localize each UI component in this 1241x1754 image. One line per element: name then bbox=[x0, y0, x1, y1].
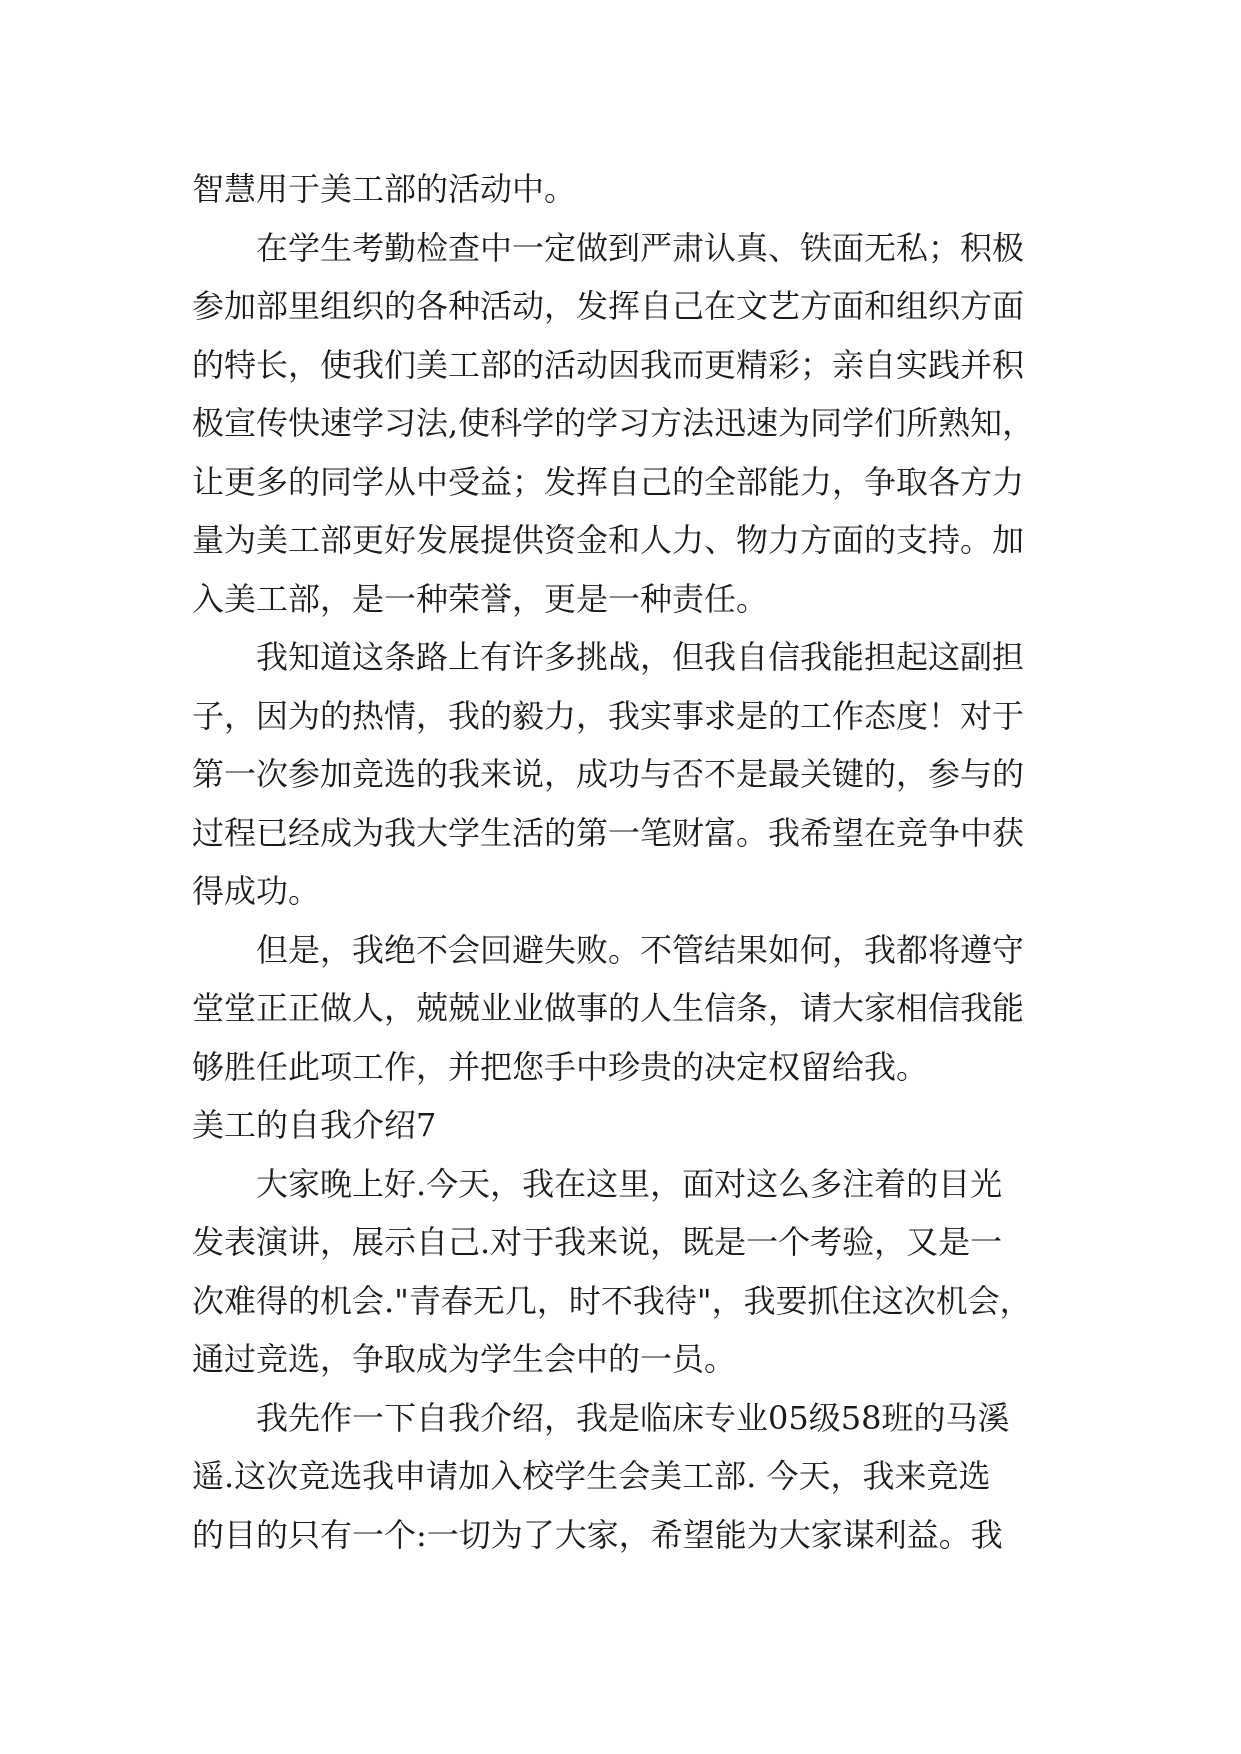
text-line: 发表演讲，展示自己.对于我来说，既是一个考验，又是一 bbox=[192, 1223, 1003, 1261]
text-line: 遥.这次竞选我申请加入校学生会美工部. 今天，我来竞选 bbox=[192, 1457, 991, 1495]
paragraph-first-line: 大家晚上好.今天，我在这里，面对这么多注着的目光 bbox=[256, 1164, 1003, 1203]
text-line: 够胜任此项工作，并把您手中珍贵的决定权留给我。 bbox=[192, 1047, 929, 1086]
paragraph-first-line: 我知道这条路上有许多挑战，但我自信我能担起这副担 bbox=[256, 638, 1025, 676]
paragraph-first-line: 在学生考勤检查中一定做到严肃认真、铁面无私；积极 bbox=[256, 228, 1025, 267]
text-line: 堂堂正正做人，兢兢业业做事的人生信条，请大家相信我能 bbox=[192, 989, 1025, 1027]
text-line: 次难得的机会."青春无几，时不我待"，我要抓住这次机会， bbox=[192, 1281, 1032, 1320]
text-line: 让更多的同学从中受益；发挥自己的全部能力，争取各方力 bbox=[192, 462, 1025, 501]
paragraph-first-line: 我先作一下自我介绍，我是临床专业05级58班的马溪 bbox=[256, 1398, 1010, 1437]
text-line: 的特长，使我们美工部的活动因我而更精彩；亲自实践并积 bbox=[192, 345, 1025, 384]
text-line: 得成功。 bbox=[192, 872, 321, 910]
text-line: 通过竞选，争取成为学生会中的一员。 bbox=[192, 1340, 737, 1378]
section-heading: 美工的自我介绍7 bbox=[192, 1106, 437, 1144]
text-line: 智慧用于美工部的活动中。 bbox=[192, 170, 577, 208]
text-line: 量为美工部更好发展提供资金和人力、物力方面的支持。加 bbox=[192, 521, 1025, 559]
text-line: 第一次参加竞选的我来说，成功与否不是最关键的，参与的 bbox=[192, 755, 1025, 793]
text-line: 入美工部，是一种荣誉，更是一种责任。 bbox=[192, 579, 769, 618]
text-line: 极宣传快速学习法,使科学的学习方法迅速为同学们所熟知， bbox=[192, 404, 1035, 442]
text-line: 的目的只有一个:一切为了大家，希望能为大家谋利益。我 bbox=[192, 1515, 1003, 1554]
document-body bbox=[192, 160, 1052, 1564]
text-line: 参加部里组织的各种活动，发挥自己在文艺方面和组织方面 bbox=[192, 287, 1025, 325]
text-line: 子，因为的热情，我的毅力，我实事求是的工作态度！对于 bbox=[192, 696, 1025, 735]
paragraph-first-line: 但是，我绝不会回避失败。不管结果如何，我都将遵守 bbox=[256, 930, 1025, 969]
text-line: 过程已经成为我大学生活的第一笔财富。我希望在竞争中获 bbox=[192, 813, 1025, 852]
